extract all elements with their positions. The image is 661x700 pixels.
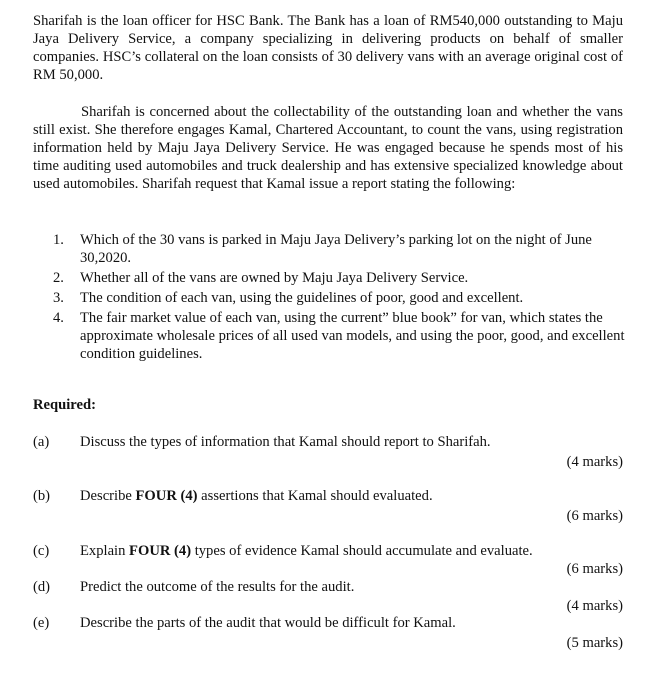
question-a (33, 433, 623, 473)
question-text: Discuss the types of information that Kamal should report to Sharifah. (80, 434, 491, 450)
question-marks: (6 marks) (566, 561, 623, 577)
list-item-text: The fair market value of each van, using the current” blue book” for van, which states the approximate wholesale prices of all used van models, and using the poor, good, and excellent condition guidelines. (80, 310, 625, 362)
list-item-number: 1. (53, 232, 64, 248)
question-marks: (6 marks) (566, 508, 623, 524)
emphasis-count: FOUR (4) (135, 488, 198, 504)
report-items-list (53, 231, 625, 365)
intro-paragraph-1: Sharifah is the loan officer for HSC Bank. The Bank has a loan of RM540,000 outstanding to Maju Jaya Delivery Service, a company specializing in delivering products on behalf of smaller companies. HSC’s collateral on the loan consists of 30 delivery vans with an average original cost of RM 50,000. (33, 13, 623, 83)
question-letter: (b) (33, 488, 51, 504)
list-item (53, 289, 625, 307)
emphasis-count: FOUR (4) (129, 543, 192, 559)
question-text: Describe the parts of the audit that would be difficult for Kamal. (80, 615, 456, 631)
question-c (33, 542, 623, 582)
required-heading: Required: (33, 397, 96, 413)
question-letter: (e) (33, 615, 50, 631)
list-item-text: Which of the 30 vans is parked in Maju Jaya Delivery’s parking lot on the night of June 30,2020. (80, 232, 592, 266)
intro-paragraph-2: Sharifah is concerned about the collectability of the outstanding loan and whether the vans still exist. She therefore engages Kamal, Chartered Accountant, to count the vans, using registration information held by Maju Jaya Delivery Service. He was engaged because he spends most of his time auditing used automobiles and truck dealership and has extensive specialized knowledge about used automobiles. Sharifah request that Kamal issue a report stating the following: (33, 104, 623, 192)
question-e (33, 614, 623, 654)
list-item-text: Whether all of the vans are owned by Maju Jaya Delivery Service. (80, 270, 469, 286)
question-letter: (c) (33, 543, 50, 559)
question-text: Describe FOUR (4) assertions that Kamal should evaluated. (80, 488, 433, 504)
list-item-text: The condition of each van, using the guidelines of poor, good and excellent. (80, 290, 524, 306)
question-b (33, 487, 623, 527)
list-item-number: 4. (53, 310, 64, 326)
question-letter: (a) (33, 434, 50, 450)
question-marks: (4 marks) (566, 598, 623, 614)
question-d (33, 578, 623, 618)
question-letter: (d) (33, 579, 51, 595)
question-marks: (5 marks) (566, 635, 623, 651)
list-item (53, 309, 625, 363)
question-text: Explain FOUR (4) types of evidence Kamal should accumulate and evaluate. (80, 543, 533, 559)
question-text: Predict the outcome of the results for the audit. (80, 579, 355, 595)
list-item-number: 3. (53, 290, 64, 306)
question-marks: (4 marks) (566, 454, 623, 470)
list-item (53, 269, 625, 287)
list-item-number: 2. (53, 270, 64, 286)
list-item (53, 231, 625, 267)
